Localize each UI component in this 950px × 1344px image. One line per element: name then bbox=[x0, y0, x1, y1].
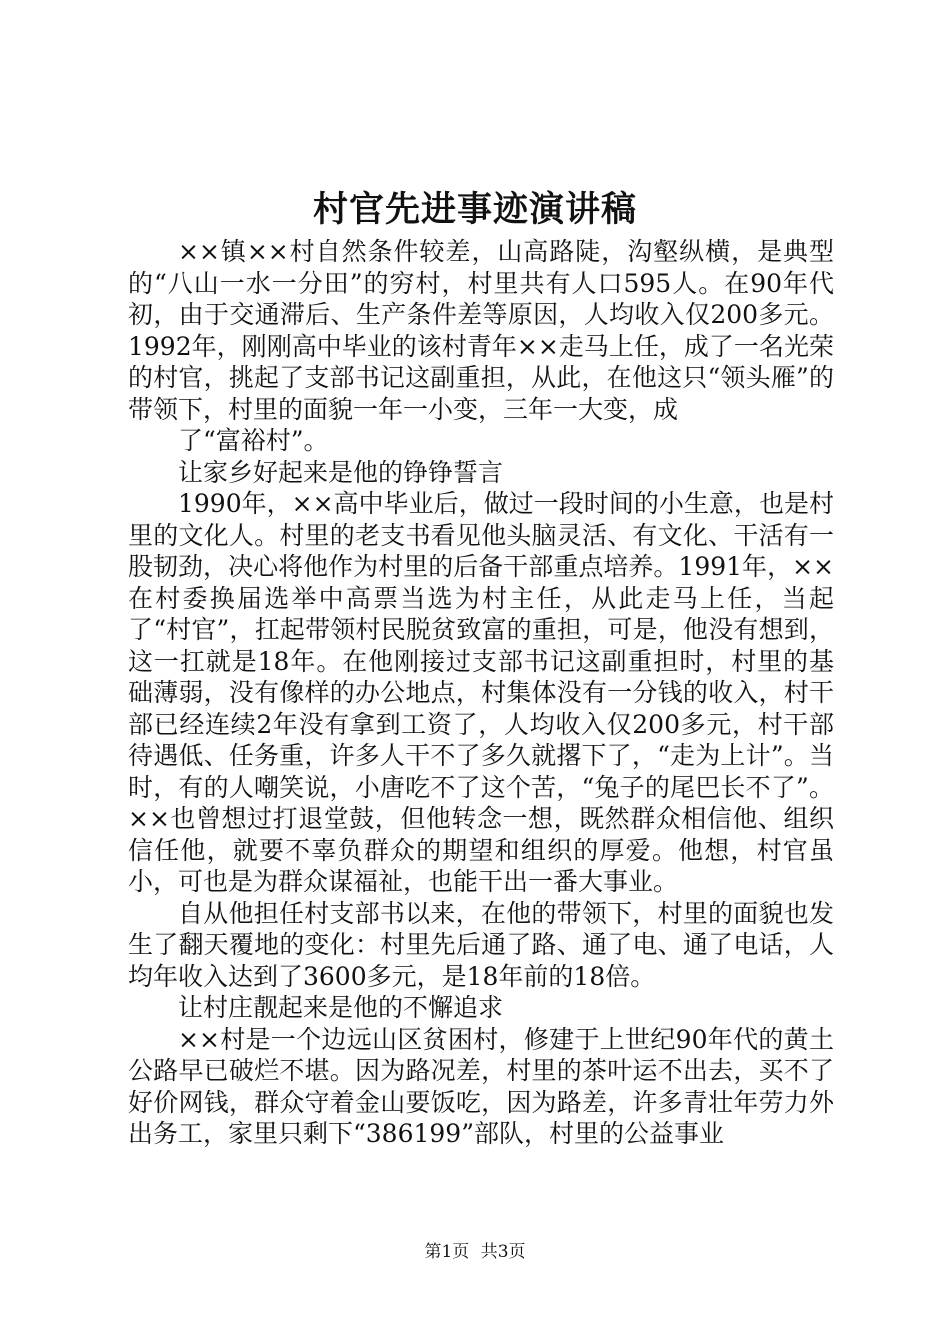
page-total: 共3页 bbox=[480, 1242, 526, 1262]
document-title: 村官先进事迹演讲稿 bbox=[312, 189, 637, 230]
paragraph: 自从他担任村支部书以来，在他的带领下，村里的面貌也发生了翻天覆地的变化：村里先后通了路、通了电、通了电话，人均年收入达到了3600多元，是18年前的18倍。 bbox=[128, 898, 834, 991]
page-number: 第1页 bbox=[424, 1242, 470, 1262]
section-heading: 让家乡好起来是他的铮铮誓言 bbox=[178, 457, 504, 487]
paragraph: ××镇××村自然条件较差，山高路陡，沟壑纵横，是典型的“八山一水一分田”的穷村，村里共有人口595人。在90年代初，由于交通滞后、生产条件差等原因，人均收入仅200多元。1992年，刚刚高中毕业的该村青年××走马上任，成了一名光荣的村官，挑起了支部书记这副重担，从此，在他这只“领头雁”的带领下，村里的面貌一年一小变，三年一大变，成 bbox=[128, 237, 834, 424]
document-body bbox=[128, 236, 834, 1150]
paragraph: ××村是一个边远山区贫困村，修建于上世纪90年代的黄土公路早已破烂不堪。因为路况差，村里的茶叶运不出去，买不了好价网钱，群众守着金山要饭吃，因为路差，许多青壮年劳力外出务工，家里只剩下“386199”部队，村里的公益事业 bbox=[128, 1024, 834, 1148]
page-footer bbox=[0, 1240, 950, 1264]
paragraph: 了“富裕村”。 bbox=[178, 426, 329, 455]
paragraph: 1990年，××高中毕业后，做过一段时间的小生意，也是村里的文化人。村里的老支书看见他头脑灵活、有文化、干活有一股韧劲，决心将他作为村里的后备干部重点培养。1991年，××在村委换届选举中高票当选为村主任，从此走马上任，当起了“村官”，扛起带领村民脱贫致富的重担，可是，他没有想到，这一扛就是18年。在他刚接过支部书记这副重担时，村里的基础薄弱，没有像样的办公地点，村集体没有一分钱的收入，村干部已经连续2年没有拿到工资了，人均收入仅200多元，村干部待遇低、任务重，许多人干不了多久就撂下了，“走为上计”。当时，有的人嘲笑说，小唐吃不了这个苦，“兔子的尾巴长不了”。××也曾想过打退堂鼓，但他转念一想，既然群众相信他、组织信任他，就要不辜负群众的期望和组织的厚爱。他想，村官虽小，可也是为群众谋福祉，也能干出一番大事业。 bbox=[128, 489, 834, 896]
section-heading: 让村庄靓起来是他的不懈追求 bbox=[178, 993, 504, 1022]
